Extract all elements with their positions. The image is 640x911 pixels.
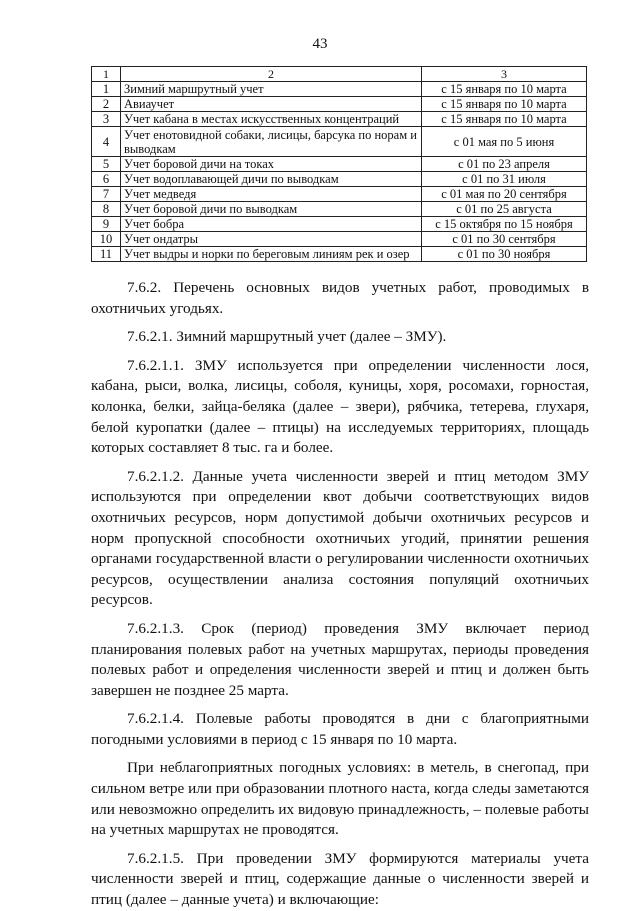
- survey-period: с 01 по 30 сентября: [422, 232, 587, 247]
- survey-period: с 01 мая по 5 июня: [422, 127, 587, 157]
- survey-period: с 15 октября по 15 ноября: [422, 217, 587, 232]
- paragraph-7-6-2-1-5: 7.6.2.1.5. При проведении ЗМУ формируются материалы учета численности зверей и птиц, содержащие данные о численности зверей и птиц (далее – данные учета) и включающие:: [91, 849, 589, 909]
- table-row: [92, 217, 587, 232]
- survey-period: с 01 мая по 20 сентября: [422, 187, 587, 202]
- survey-type: Учет ондатры: [121, 232, 422, 247]
- table-row: [92, 127, 587, 157]
- survey-period: с 01 по 31 июля: [422, 172, 587, 187]
- survey-period: с 01 по 23 апреля: [422, 157, 587, 172]
- row-number: 3: [92, 112, 121, 127]
- row-number: 7: [92, 187, 121, 202]
- survey-type: Учет боровой дичи по выводкам: [121, 202, 422, 217]
- survey-type: Учет водоплавающей дичи по выводкам: [121, 172, 422, 187]
- survey-type: Учет выдры и норки по береговым линиям рек и озер: [121, 247, 422, 262]
- paragraph-7-6-2-1-3: 7.6.2.1.3. Срок (период) проведения ЗМУ включает период планирования полевых работ на учетных маршрутах, периоды проведения полевых работ и определения численности зверей и птиц и должен быть завершен не позднее 25 марта.: [91, 619, 589, 699]
- row-number: 8: [92, 202, 121, 217]
- survey-type: Учет енотовидной собаки, лисицы, барсука по норам и выводкам: [121, 127, 422, 157]
- paragraph-7-6-2-1-2: 7.6.2.1.2. Данные учета численности зверей и птиц методом ЗМУ используются при определении квот добычи соответствующих видов охотничьих ресурсов, норм допустимой добычи охотничьих ресурсов и норм пропускной способности охотничьих угодий, принятии решения органами государственной власти о регулировании численности охотничьих ресурсов, осуществлении анализа состояния популяций охотничьих ресурсов.: [91, 467, 589, 609]
- paragraph-7-6-2-1: 7.6.2.1. Зимний маршрутный учет (далее – ЗМУ).: [127, 328, 447, 346]
- survey-type: Учет боровой дичи на токах: [121, 157, 422, 172]
- table-header-row: [92, 67, 587, 82]
- table-header-cell: 2: [121, 67, 422, 82]
- row-number: 5: [92, 157, 121, 172]
- table-header-cell: 3: [422, 67, 587, 82]
- body-text: [91, 278, 589, 911]
- table-row: [92, 202, 587, 217]
- table-row: [92, 97, 587, 112]
- survey-type: Учет бобра: [121, 217, 422, 232]
- table-row: [92, 112, 587, 127]
- table-row: [92, 187, 587, 202]
- survey-period: с 01 по 30 ноября: [422, 247, 587, 262]
- survey-period: с 01 по 25 августа: [422, 202, 587, 217]
- row-number: 6: [92, 172, 121, 187]
- survey-type: Зимний маршрутный учет: [121, 82, 422, 97]
- row-number: 2: [92, 97, 121, 112]
- table-row: [92, 157, 587, 172]
- row-number: 1: [92, 82, 121, 97]
- table-row: [92, 172, 587, 187]
- paragraph-7-6-2: 7.6.2. Перечень основных видов учетных работ, проводимых в охотничьих угодьях.: [91, 279, 589, 317]
- page-number: 43: [312, 36, 328, 52]
- survey-type: Авиаучет: [121, 97, 422, 112]
- paragraph-7-6-2-1-1: 7.6.2.1.1. ЗМУ используется при определении численности лося, кабана, рыси, волка, лисицы, соболя, куницы, хоря, росомахи, горностая, колонка, белки, зайца-беляка (далее – звери), рябчика, тетерева, глухаря, белой куропатки (далее – птицы) на исследуемых территориях, площадь которых составляет 8 тыс. га и более.: [91, 356, 589, 457]
- table-row: [92, 232, 587, 247]
- row-number: 10: [92, 232, 121, 247]
- table-row: [92, 82, 587, 97]
- table-header-cell: 1: [92, 67, 121, 82]
- survey-type: Учет медведя: [121, 187, 422, 202]
- row-number: 4: [92, 127, 121, 157]
- paragraph-7-6-2-1-4: 7.6.2.1.4. Полевые работы проводятся в дни с благоприятными погодными условиями в период с 15 января по 10 марта.: [91, 710, 589, 748]
- survey-type: Учет кабана в местах искусственных концентраций: [121, 112, 422, 127]
- table-row: [92, 247, 587, 262]
- survey-period: с 15 января по 10 марта: [422, 112, 587, 127]
- survey-schedule-table: [91, 66, 587, 262]
- paragraph-weather-conditions: При неблагоприятных погодных условиях: в метель, в снегопад, при сильном ветре или при образовании плотного наста, когда следы заметаются или невозможно определить их видовую принадлежность, – полевые работы на учетных маршрутах не проводятся.: [91, 759, 589, 839]
- row-number: 11: [92, 247, 121, 262]
- survey-period: с 15 января по 10 марта: [422, 97, 587, 112]
- row-number: 9: [92, 217, 121, 232]
- survey-period: с 15 января по 10 марта: [422, 82, 587, 97]
